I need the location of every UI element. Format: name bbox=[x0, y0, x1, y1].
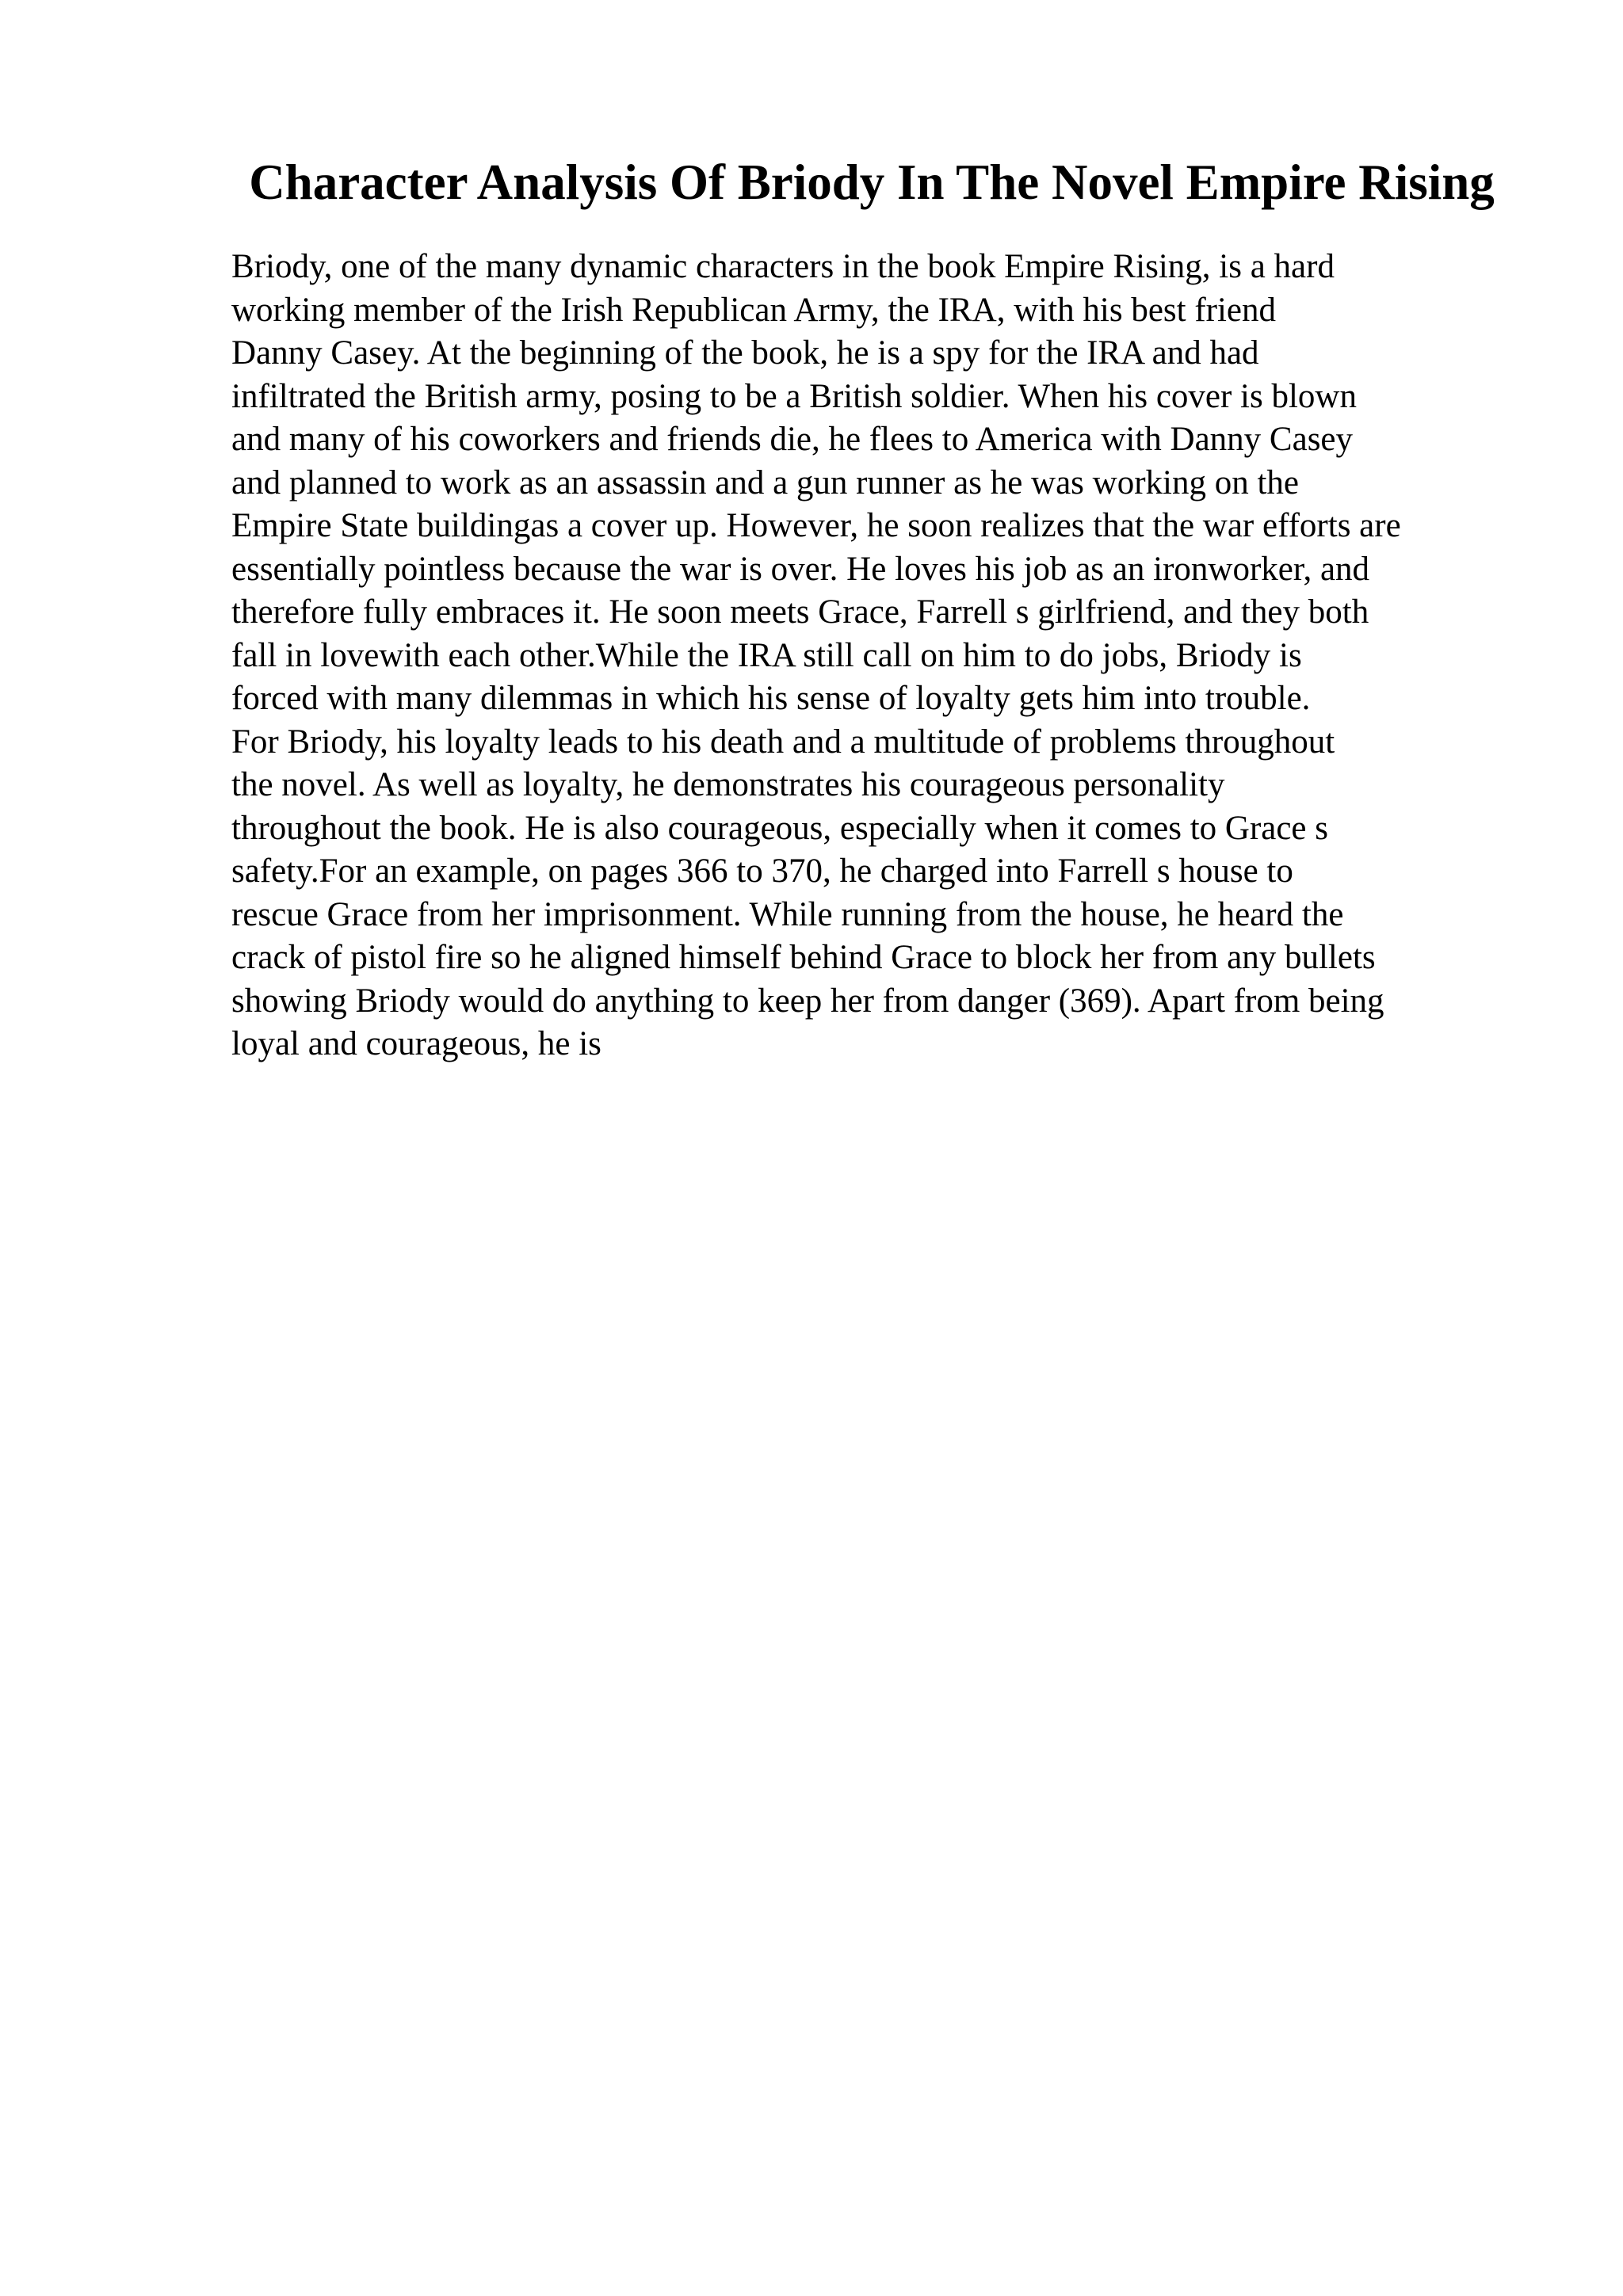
text-line: Empire State buildingas a cover up. However, he soon realizes that the war efforts are bbox=[231, 507, 1401, 544]
text-line: Briody, one of the many dynamic characters in the book Empire Rising, is a hard bbox=[231, 248, 1335, 285]
text-line: crack of pistol fire so he aligned himself behind Grace to block her from any bullets bbox=[231, 939, 1376, 976]
text-line: For Briody, his loyalty leads to his death and a multitude of problems throughout bbox=[231, 723, 1335, 761]
text-line: the novel. As well as loyalty, he demonstrates his courageous personality bbox=[231, 766, 1225, 803]
text-line: and many of his coworkers and friends die, he flees to America with Danny Casey bbox=[231, 421, 1354, 458]
text-line: rescue Grace from her imprisonment. While running from the house, he heard the bbox=[231, 895, 1344, 933]
text-line: throughout the book. He is also courageous, especially when it comes to Grace s bbox=[231, 809, 1328, 847]
body-paragraph bbox=[231, 246, 1594, 1066]
text-line: forced with many dilemmas in which his sense of loyalty gets him into trouble. bbox=[231, 680, 1311, 717]
text-line: safety.For an example, on pages 366 to 370, he charged into Farrell s house to bbox=[231, 852, 1293, 890]
text-line: and planned to work as an assassin and a gun runner as he was working on the bbox=[231, 463, 1300, 502]
text-line: working member of the Irish Republican Army, the IRA, with his best friend bbox=[231, 291, 1277, 329]
page-title: Character Analysis Of Briody In The Novel Empire Rising bbox=[249, 154, 1495, 210]
text-line: therefore fully embraces it. He soon meets Grace, Farrell s girlfriend, and they both bbox=[231, 593, 1369, 631]
text-line: infiltrated the British army, posing to be a British soldier. When his cover is blown bbox=[231, 377, 1357, 415]
text-line: showing Briody would do anything to keep her from danger (369). Apart from being bbox=[231, 982, 1384, 1020]
text-line: loyal and courageous, he is bbox=[231, 1025, 601, 1062]
text-line: fall in lovewith each other.While the IRA still call on him to do jobs, Briody is bbox=[231, 636, 1302, 674]
text-line: Danny Casey. At the beginning of the book, he is a spy for the IRA and had bbox=[231, 334, 1259, 372]
text-line: essentially pointless because the war is over. He loves his job as an ironworker, and bbox=[231, 550, 1370, 588]
